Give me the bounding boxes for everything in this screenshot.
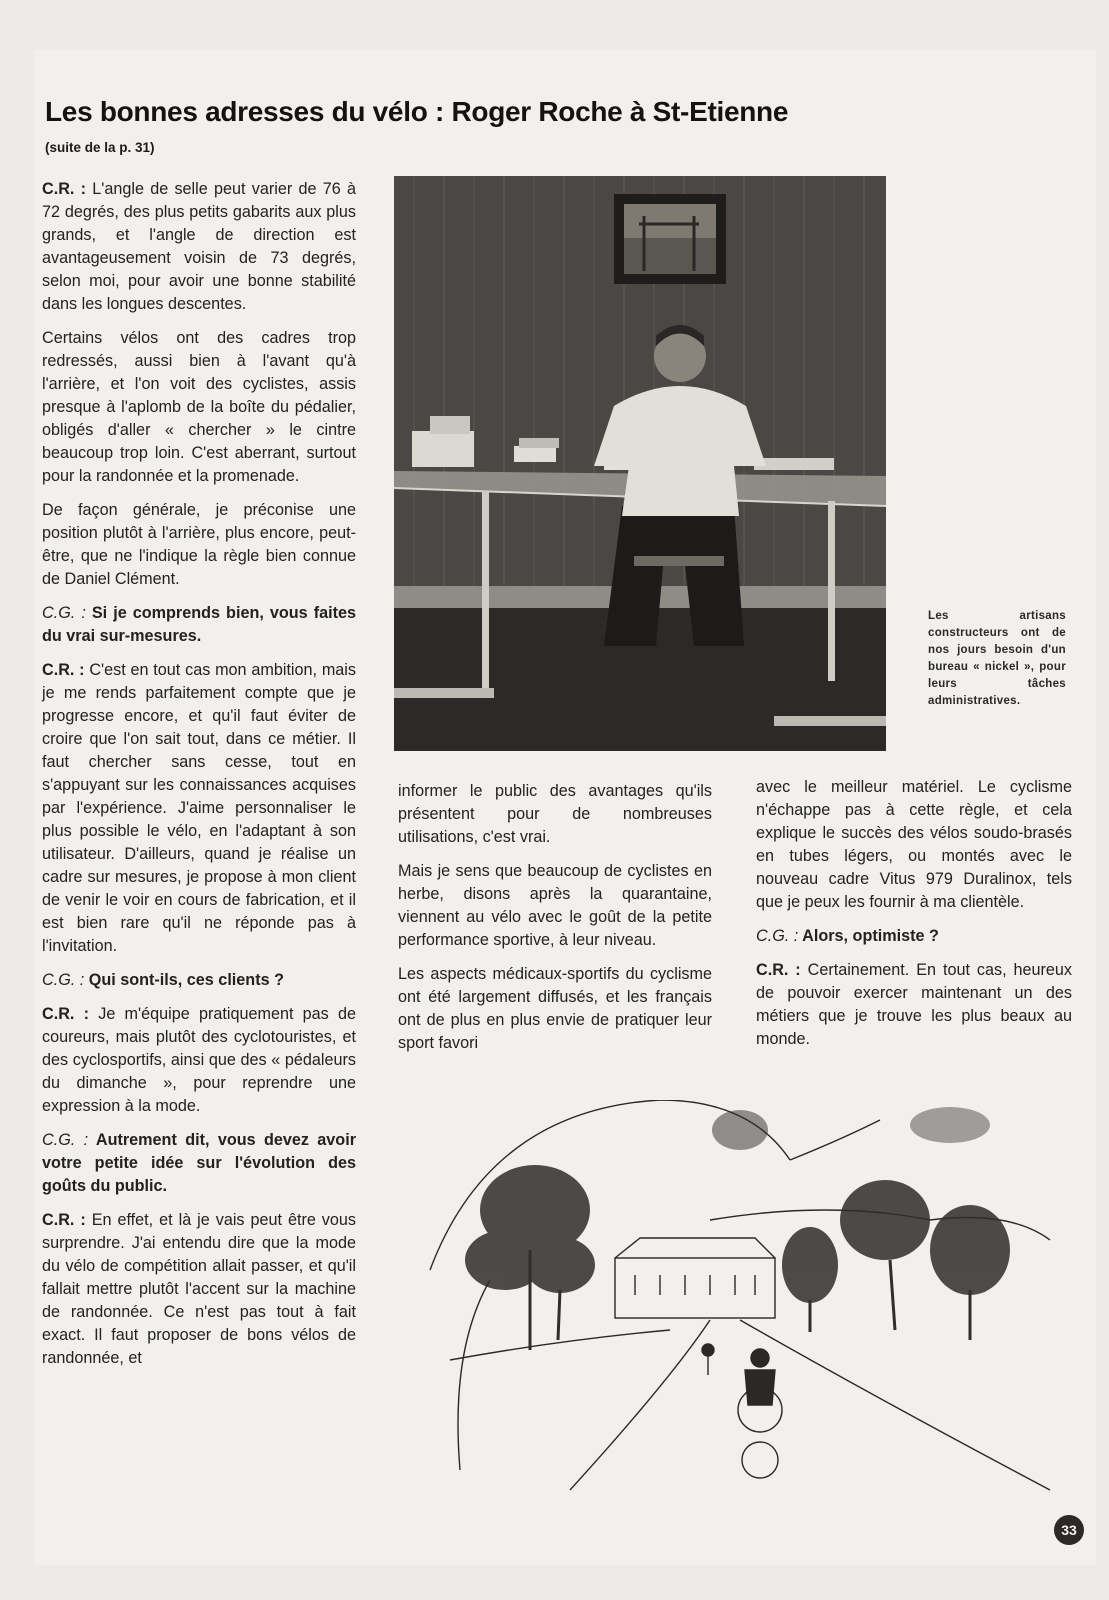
cycling-sketch-illustration [410, 1100, 1078, 1510]
speaker-label: C.G. : [756, 927, 799, 945]
paragraph [42, 1003, 356, 1118]
speaker-label: C.R. : [756, 961, 801, 979]
paragraph [42, 1209, 356, 1370]
paragraph-text: Certainement. En tout cas, heureux de pouvoir exercer maintenant un des métiers que je trouve les plus beaux au monde. [756, 961, 1072, 1048]
paragraph-text: C'est en tout cas mon ambition, mais je me rends parfaitement compte que je progresse encore, et qu'il faut éviter de croire que l'on sait tout, dans ce métier. Il faut chercher sans cesse, tout en s'appuyant sur les connaissances acquises par l'expérience. J'aime personnaliser le plus possible le vélo, en l'adaptant à son utilisateur. D'ailleurs, quand je réalise un cadre sur mesures, je propose à mon client de venir le voir en cours de fabrication, et il est bien rare qu'il ne réponde pas à l'invitation. [42, 661, 357, 955]
question-text: Alors, optimiste ? [798, 927, 939, 945]
cycling-sketch [410, 1100, 1078, 1510]
office-photo-illustration [394, 176, 886, 751]
speaker-label: C.G. : [42, 604, 86, 622]
interview-question [42, 969, 356, 992]
speaker-label: C.G. : [42, 1131, 89, 1149]
speaker-label: C.R. : [42, 661, 85, 679]
paragraph: Mais je sens que beaucoup de cyclistes en herbe, disons après la quarantaine, viennent au vélo avec le goût de la petite performance sportive, à leur niveau. [398, 862, 712, 949]
question-text: Qui sont-ils, ces clients ? [84, 971, 284, 989]
paragraph: avec le meilleur matériel. Le cyclisme n'échappe pas à cette règle, et cela explique le succès des vélos soudo-brasés en tubes légers, ou montés avec le nouveau cadre Vitus 979 Duralinox, tels que je peux les fournir à ma clientèle. [756, 778, 1072, 911]
speaker-label: C.R. : [42, 1211, 86, 1229]
speaker-label: C.G. : [42, 971, 85, 989]
paragraph: De façon générale, je préconise une position plutôt à l'arrière, plus encore, peut-être, que ne l'indique la règle bien connue de Daniel Clément. [42, 501, 356, 588]
paragraph [42, 178, 356, 316]
text-column-3 [756, 776, 1072, 1062]
paragraph: Les aspects médicaux-sportifs du cyclisme ont été largement diffusés, et les français ont de plus en plus envie de pratiquer leur sport favori [398, 965, 712, 1052]
paragraph-text: L'angle de selle peut varier de 76 à 72 degrés, des plus petits gabarits aux plus grands, et l'angle de direction est avantageusement voisin de 73 degrés, selon moi, pour avoir une bonne stabilité dans les longues descentes. [42, 180, 356, 313]
text-column-2 [398, 780, 712, 1066]
question-text: Autrement dit, vous devez avoir votre petite idée sur l'évolution des goûts du public. [42, 1131, 356, 1195]
speaker-label: C.R. : [42, 180, 87, 198]
interview-question [756, 925, 1072, 948]
photo-caption: Les artisans constructeurs ont de nos jours besoin d'un bureau « nickel », pour leurs tâches administratives. [928, 610, 1066, 707]
paragraph: informer le public des avantages qu'ils présentent pour de nombreuses utilisations, c'est vrai. [398, 782, 712, 846]
office-photo [394, 176, 886, 751]
page-number: 33 [1054, 1515, 1084, 1545]
question-text: Si je comprends bien, vous faites du vrai sur-mesures. [42, 604, 356, 645]
paragraph: Certains vélos ont des cadres trop redressés, aussi bien à l'avant qu'à l'arrière, et l'on voit des cyclistes, assis presque à l'aplomb de la boîte du pédalier, obligés d'aller « chercher » le cintre beaucoup trop loin. C'est aberrant, surtout pour la randonnée et la promenade. [42, 329, 356, 485]
text-column-1 [42, 178, 356, 1381]
speaker-label: C.R. : [42, 1005, 89, 1023]
paragraph-text: En effet, et là je vais peut être vous surprendre. J'ai entendu dire que la mode du vélo de compétition allait passer, et qu'il fallait mettre plutôt l'accent sur la machine de randonnée. Ce n'est pas tout à fait exact. Il faut proposer de bons vélos de randonnée, et [42, 1211, 356, 1367]
paragraph [756, 959, 1072, 1051]
interview-question [42, 1129, 356, 1198]
interview-question [42, 602, 356, 648]
article-title: Les bonnes adresses du vélo : Roger Roche à St-Etienne [45, 96, 789, 127]
paragraph [42, 659, 356, 958]
continuation-note: (suite de la p. 31) [45, 140, 155, 155]
paragraph-text: Je m'équipe pratiquement pas de coureurs, mais plutôt des cyclotouristes, et des cyclosportifs, ainsi que des « pédaleurs du dimanche », pour reprendre une expression à la mode. [42, 1005, 357, 1115]
